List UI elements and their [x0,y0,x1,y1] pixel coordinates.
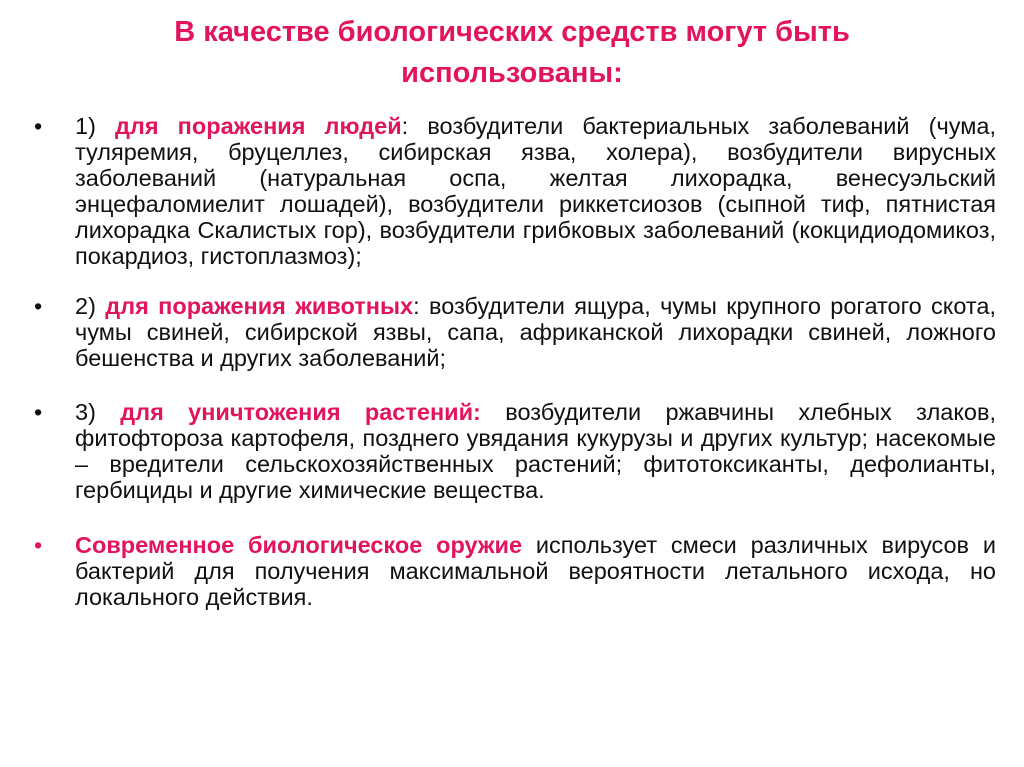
bullet-item-modern-weapon [34,532,996,610]
item-text: возбудители ржавчины хлебных злаков, фитофтороза картофеля, позднего увядания кукурузы и других культур; насекомые – вредители сельскохозяйственных растений; фитотоксиканты, дефолианты, гербициды и другие химические вещества. [75,399,996,503]
bullet-icon: • [34,293,43,319]
bullet-icon: • [34,113,43,139]
slide-title: В качестве биологических средств могут быть использованы: [174,16,850,89]
bullet-icon: • [34,532,43,558]
item-text: : возбудители ящура, чумы крупного рогатого скота, чумы свиней, сибирской язвы, сапа, африканской лихорадки свиней, ложного бешенства и других заболеваний; [75,293,997,371]
item-number: 1) [75,113,116,139]
bullet-list [34,113,996,610]
bullet-item-people [34,113,996,269]
item-text: использует смеси различных вирусов и бактерий для получения максимальной вероятности летального исхода, но локального действия. [75,532,997,610]
item-highlight: для поражения людей [115,113,402,139]
bullet-icon: • [34,399,43,425]
item-number: 3) [75,399,121,425]
bullet-item-animals [34,293,996,371]
item-text: : возбудители бактериальных заболеваний (чума, туляремия, бруцеллез, сибирская язва, холера), возбудители вирусных заболеваний (натуральная оспа, желтая лихорадка, венесуэльский энцефаломиелит лошадей), возбудители риккетсиозов (сыпной тиф, пятнистая лихорадка Скалистых гор), возбудители грибковых заболеваний (кокцидиодомикоз, покардиоз, гистоплазмоз); [75,113,996,269]
item-highlight: Современное биологическое оружие [75,532,523,558]
item-highlight: для уничтожения растений: [120,399,481,425]
bullet-item-plants [34,399,996,503]
item-highlight: для поражения животных [105,293,414,319]
item-number: 2) [75,293,106,319]
